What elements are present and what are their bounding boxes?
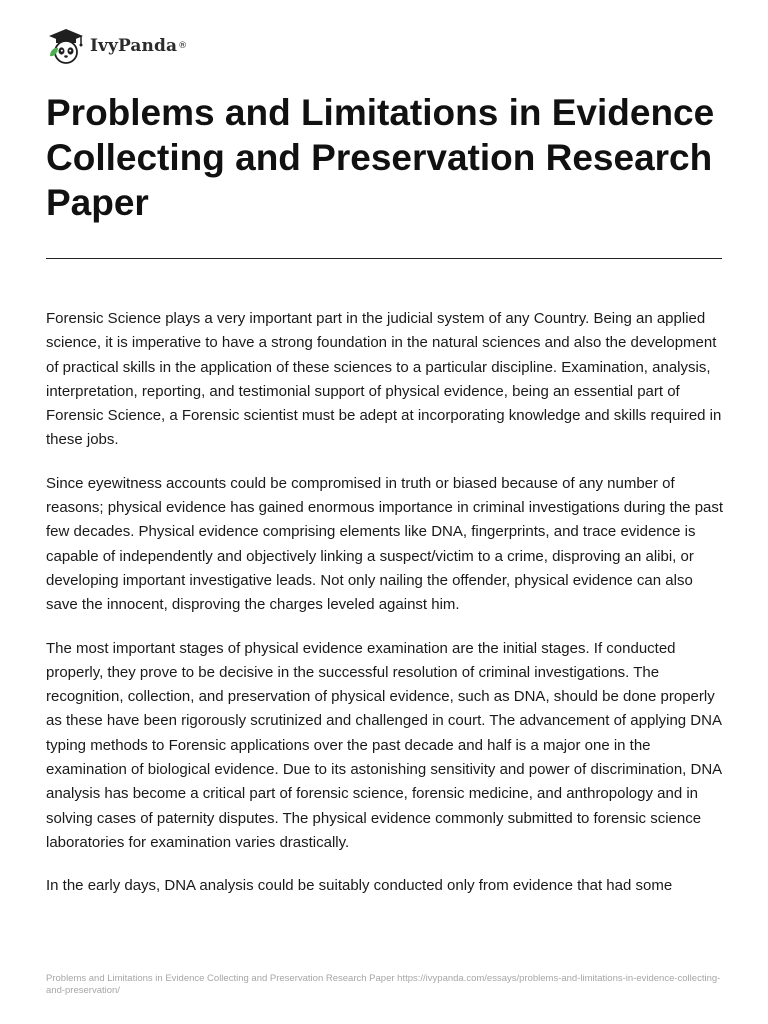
paragraph-4: In the early days, DNA analysis could be suitably conducted only from evidence that had some xyxy=(46,877,673,895)
document-body xyxy=(46,307,726,918)
page-footer: Problems and Limitations in Evidence Collecting and Preservation Research Paper https://ivypanda.com/essays/problems-and-limitations-in-evidence-collecting-and-preservation/ xyxy=(46,973,721,996)
graduation-cap-panda-icon xyxy=(46,26,86,66)
brand-logo[interactable] xyxy=(46,26,187,66)
paragraph-3: The most important stages of physical evidence examination are the initial stages. If conducted properly, they prove to be decisive in the successful resolution of criminal investigations. The recognition, collection, and preservation of physical evidence, such as DNA, should be done properly as these have been rigorously scrutinized and challenged in court. The advancement of applying DNA typing methods to Forensic applications over the past decade and half is a major one in the examination of biological evidence. Due to its astonishing sensitivity and power of discrimination, DNA analysis has become a critical part of forensic science, forensic medicine, and anthropology and in solving cases of paternity disputes. The physical evidence commonly submitted to forensic science laboratories for examination varies drastically. xyxy=(46,639,722,851)
document-title: Problems and Limitations in Evidence Collecting and Preservation Research Paper xyxy=(46,92,715,223)
brand-name: IvyPanda xyxy=(90,36,178,56)
paragraph-2: Since eyewitness accounts could be compromised in truth or biased because of any number of reasons; physical evidence has gained enormous importance in criminal investigations during the past few decades. Physical evidence comprising elements like DNA, fingerprints, and trace evidence is capable of independently and objectively linking a suspect/victim to a crime, disproving an alibi, or developing important investigative leads. Not only nailing the offender, physical evidence can also save the innocent, disproving the charges leveled against him. xyxy=(46,474,724,614)
title-divider xyxy=(46,258,722,259)
paragraph-1: Forensic Science plays a very important part in the judicial system of any Country. Being an applied science, it is imperative to have a strong foundation in the natural sciences and also the development of practical skills in the application of these sciences to a particular discipline. Examination, analysis, interpretation, reporting, and testimonial support of physical evidence, being an essential part of Forensic Science, a Forensic scientist must be adept at incorporating knowledge and skills required in these jobs. xyxy=(46,310,722,449)
registered-mark: ® xyxy=(178,41,188,51)
